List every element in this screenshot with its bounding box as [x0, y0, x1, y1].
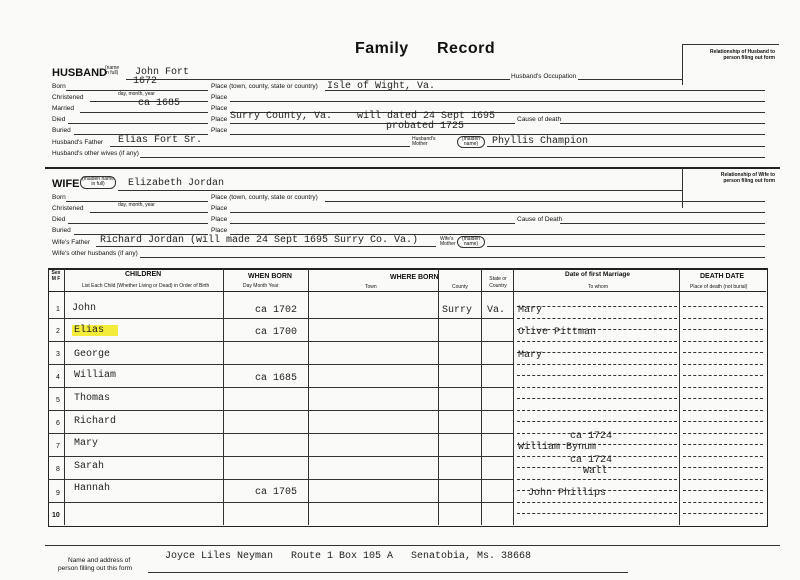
child-name: Hannah [74, 483, 111, 494]
child-marriage-date: ca 1724 [570, 431, 613, 442]
county-subheader: County [452, 284, 468, 290]
footer-label-line1: Name and address of [68, 557, 131, 564]
husband-other-label: Husband's other wives (if any) [52, 150, 139, 157]
footer-label-line2: person filling out this form [58, 565, 133, 572]
husband-mother-label: Husband's Mother [412, 136, 436, 147]
child-name: John [72, 303, 97, 314]
to-whom-subheader: To whom [588, 284, 609, 290]
row-number: 2 [56, 328, 60, 335]
wife-born-label: Born [52, 194, 66, 201]
child-born: ca 1685 [255, 373, 298, 384]
state-subheader: State or Country [489, 276, 507, 289]
child-born: ca 1700 [255, 327, 298, 338]
row-number: 10 [52, 512, 60, 519]
row-number: 9 [56, 490, 60, 497]
wife-christened-label: Christened [52, 205, 84, 212]
wife-father-label: Wife's Father [52, 239, 91, 246]
footer-value: Joyce Liles Neyman Route 1 Box 105 A Senatobia, Ms. 38668 [165, 551, 532, 562]
husband-married-label: Married [52, 105, 75, 112]
husband-date-hint: day, month, year [118, 91, 155, 97]
child-county: Surry [442, 305, 473, 316]
child-name: George [74, 349, 111, 360]
row-number: 7 [56, 443, 60, 450]
husband-mother: Phyllis Champion [492, 136, 589, 147]
marriage-header: Date of first Marriage [565, 271, 631, 278]
husband-married: ca 1685 [138, 98, 181, 109]
wife-name: Elizabeth Jordan [128, 178, 225, 189]
husband-father: Elias Fort Sr. [118, 135, 203, 146]
title-family: Family [355, 40, 409, 57]
husband-probate-note: probated 1725 [386, 121, 465, 132]
wife-label: WIFE [52, 178, 80, 190]
children-header: CHILDREN [125, 271, 162, 278]
child-spouse: Mary [518, 350, 543, 361]
husband-cause-label: Cause of death [517, 116, 562, 123]
child-name: Mary [74, 438, 99, 449]
child-marriage-date: ca 1724 [570, 455, 613, 466]
husband-born: 1672 [133, 76, 158, 87]
wife-mother-hint: (maiden name) [457, 236, 485, 248]
husband-will-note: will dated 24 Sept 1695 [357, 111, 496, 122]
child-name: Thomas [74, 393, 111, 404]
wife-mother-label: Wife's Mother [440, 236, 456, 247]
husband-name: John Fort [135, 67, 190, 78]
husband-buried-label: Buried [52, 127, 71, 134]
husband-born-label: Born [52, 83, 66, 90]
husband-label: HUSBAND [52, 67, 107, 79]
child-spouse: John Phillips [528, 488, 607, 499]
where-born-header: WHERE BORN [390, 274, 439, 281]
death-header: DEATH DATE [700, 273, 745, 280]
husband-name-hint: (name in full) [105, 65, 120, 76]
wife-born-place-label: Place (town, county, state or country) [211, 194, 318, 201]
row-number: 4 [56, 374, 60, 381]
when-born-header: WHEN BORN [248, 273, 292, 280]
child-born: ca 1705 [255, 487, 298, 498]
husband-born-place-label: Place (town, county, state or country) [211, 83, 318, 90]
husband-christened-label: Christened [52, 94, 84, 101]
husband-died-label: Died [52, 116, 66, 123]
child-name: William [74, 370, 117, 381]
husband-relationship-label: Relationship of Husband to person filing out form [710, 49, 775, 61]
husband-occupation-label: Husband's Occupation [511, 73, 577, 80]
row-number: 1 [56, 306, 60, 313]
husband-mother-hint: (maiden name) [457, 136, 485, 148]
row-number: 3 [56, 351, 60, 358]
child-spouse: Olive Pittman [518, 327, 597, 338]
child-spouse: Mary [518, 305, 543, 316]
wife-relationship-box [682, 168, 779, 208]
child-name: Richard [74, 416, 117, 427]
child-state: Va. [487, 305, 506, 316]
husband-father-label: Husband's Father [52, 139, 104, 146]
husband-relationship-box [682, 44, 779, 85]
when-born-subheader: Day Month Year [243, 283, 279, 289]
row-number: 6 [56, 420, 60, 427]
wife-died-label: Died [52, 216, 66, 223]
wife-buried-label: Buried [52, 227, 71, 234]
death-subheader: Place of death (not burial) [690, 284, 748, 290]
child-spouse: William Bynum [518, 442, 597, 453]
children-subheader: List Each Child (Whether Living or Dead) in Order of Birth [82, 283, 210, 289]
wife-father: Richard Jordan (will made 24 Sept 1695 Surry Co. Va.) [100, 235, 419, 246]
husband-died-place: Surry County, Va. [230, 111, 333, 122]
child-name: Sarah [74, 461, 105, 472]
child-spouse: Wall [583, 466, 608, 477]
wife-other-label: Wife's other husbands (if any) [52, 250, 138, 257]
sex-header: Sex M F [51, 270, 61, 282]
wife-relationship-label: Relationship of Wife to person filing out form [720, 172, 775, 184]
row-number: 8 [56, 466, 60, 473]
child-name: Elias [72, 325, 118, 336]
row-number: 5 [56, 397, 60, 404]
title-record: Record [437, 40, 496, 57]
wife-date-hint: day, month, year [118, 202, 155, 208]
wife-cause-label: Cause of Death [517, 216, 563, 223]
husband-born-place: Isle of Wight, Va. [327, 81, 436, 92]
town-subheader: Town [365, 284, 377, 290]
wife-name-hint: (maiden name in full) [80, 176, 116, 189]
child-born: ca 1702 [255, 305, 298, 316]
